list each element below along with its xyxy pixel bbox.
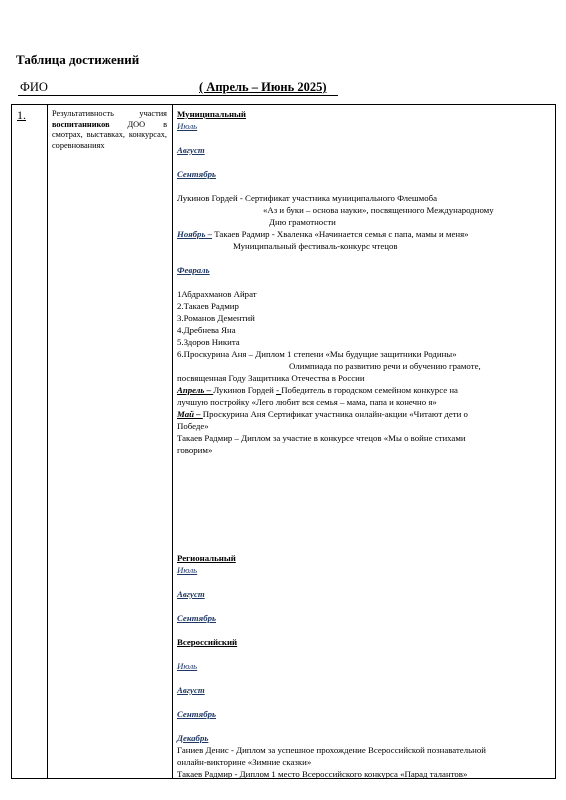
achievement-line: Победе» [177,421,209,431]
list-item: 3.Романов Дементий [177,313,255,323]
achievement-line: Лукинов Гордей - Сертификат участника муниципального Флешмоба [177,193,438,203]
month-july: Июль [177,565,198,575]
list-item: 4.Дребнева Яна [177,325,236,335]
achievement-dash: - [276,385,282,395]
federal-heading: Всероссийский [177,637,238,647]
achievement-line: Такаев Радмир – Диплом за участие в конкурсе чтецов «Мы о войне стихами [177,433,466,443]
month-september: Сентябрь [177,709,217,719]
period-label: ( Апрель – Июнь 2025) [199,80,327,94]
month-december: Декабрь [177,733,209,743]
month-september: Сентябрь [177,613,217,623]
achievement-line [177,228,553,240]
achievements-table [11,104,556,779]
month-july: Июль [177,661,198,671]
column-divider [47,105,48,778]
column-divider [172,105,173,778]
description-text: ДОО в смотрах, выставках, конкурсах, соревнованиях [52,119,167,150]
list-item: 6.Проскурина Аня – Диплом 1 степени «Мы будущие защитники Родины» [177,349,457,359]
page-title: Таблица достижений [16,52,140,67]
achievement-line: Дню грамотности [269,217,336,227]
achievement-text: Такаев Радмир - Хваленка «Начинается семья с папа, мамы и меня» [212,229,469,239]
achievement-line: Ганиев Денис - Диплом за успешное прохождение Всероссийской познавательной [177,745,486,755]
municipal-heading: Муниципальный [177,109,246,119]
achievement-line: говорим» [177,445,213,455]
achievement-line: «Аз и буки – основа науки», посвященного Международному [263,205,494,215]
achievement-line: онлайн-викторине «Зимние сказки» [177,757,312,767]
list-item: 1Абдрахманов Айрат [177,289,257,299]
fio-line [18,80,338,96]
month-november: Ноябрь – [177,229,213,239]
achievement-line [177,384,553,396]
description-bold: воспитанников [52,119,110,129]
achievement-line: Такаев Радмир - Диплом 1 место Всероссийского конкурса «Парад талантов» [177,769,468,779]
month-february: Февраль [177,265,210,275]
month-august: Август [177,685,205,695]
description-text: Результативность участия [52,109,167,118]
achievement-line: лучшую постройку «Лего любит вся семья – мама, папа и конечно я» [177,397,437,407]
list-item: 2.Такаев Радмир [177,301,239,311]
month-september: Сентябрь [177,169,217,179]
achievement-line: посвященная Году Защитника Отечества в России [177,373,365,383]
list-item: 5.Здоров Никита [177,337,240,347]
month-july: Июль [177,121,198,131]
achievement-text: Проскурина Аня Сертификат участника онлайн-акции «Читают дети о [202,409,468,419]
month-may: Май – [177,409,203,419]
month-april: Апрель – [177,385,214,395]
month-august: Август [177,145,205,155]
achievement-line: Муниципальный фестиваль-конкурс чтецов [233,241,398,251]
achievement-line [177,408,553,420]
achievement-line: Олимпиада по развитию речи и обучению грамоте, [289,361,481,371]
regional-heading: Региональный [177,553,236,563]
row-number: 1. [17,108,26,122]
row-description [52,109,167,151]
month-august: Август [177,589,205,599]
achievement-text: Лукинов Гордей [213,385,277,395]
achievements-content [177,108,553,780]
fio-label: ФИО [20,80,48,94]
achievement-text: Победитель в городском семейном конкурсе на [281,385,458,395]
